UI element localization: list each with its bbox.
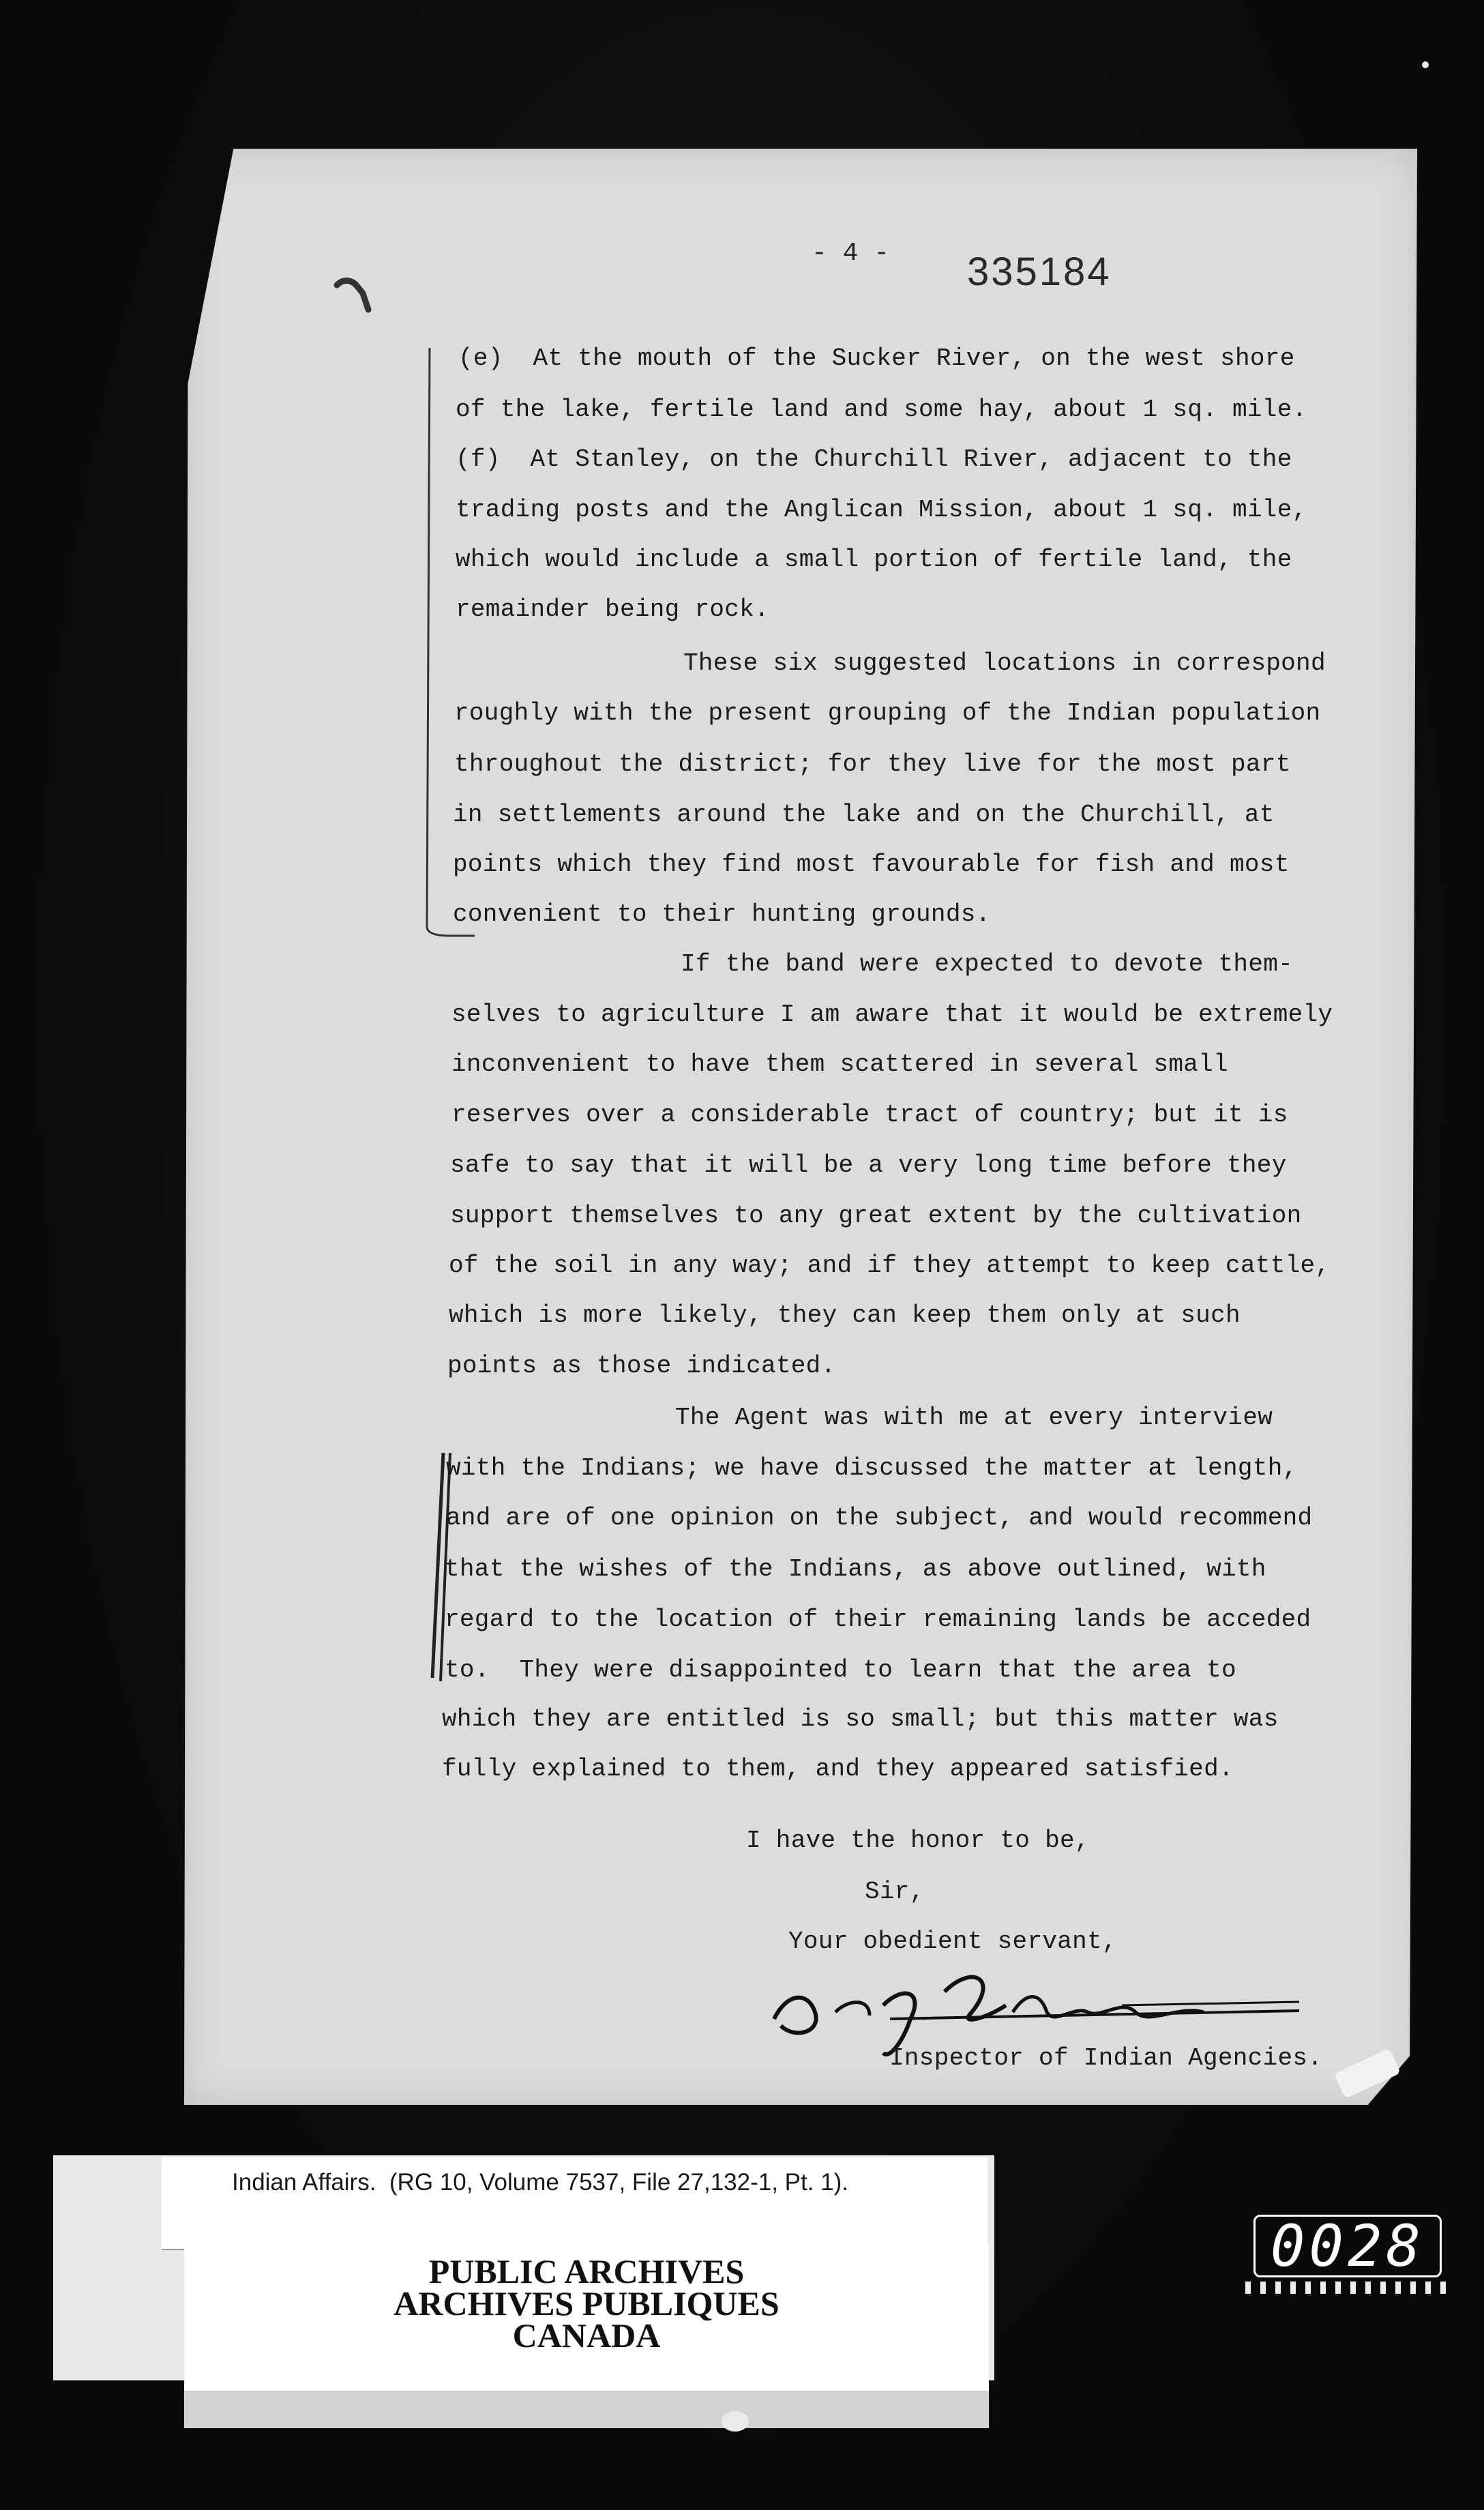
body-line: reserves over a considerable tract of country; but it is [451, 1101, 1288, 1129]
closing-line: Sir, [865, 1878, 925, 1906]
archive-label-footer [184, 2391, 989, 2428]
body-line: safe to say that it will be a very long time before they [450, 1151, 1287, 1179]
signatory-title: Inspector of Indian Agencies. [889, 2044, 1323, 2072]
body-line: convenient to their hunting grounds. [453, 900, 991, 928]
body-line: that the wishes of the Indians, as above outlined, with [445, 1555, 1266, 1583]
archive-country: CANADA [512, 2316, 661, 2354]
body-line: trading posts and the Anglican Mission, about 1 sq. mile, [456, 496, 1307, 524]
body-line: regard to the location of their remaining lands be acceded [445, 1606, 1311, 1634]
closing-line: Your obedient servant, [788, 1928, 1117, 1955]
film-speck [722, 2411, 749, 2432]
archive-source-reference: Indian Affairs. (RG 10, Volume 7537, File 27,132-1, Pt. 1). [232, 2169, 849, 2196]
body-line: (f) At Stanley, on the Churchill River, adjacent to the [456, 445, 1292, 473]
body-line: which would include a small portion of fertile land, the [456, 546, 1292, 574]
body-line: The Agent was with me at every interview [675, 1404, 1273, 1432]
body-line: These six suggested locations in correspond [683, 649, 1326, 677]
body-line: support themselves to any great extent by the cultivation [450, 1202, 1302, 1230]
body-line: selves to agriculture I am aware that it would be extremely [451, 1001, 1333, 1029]
body-line: throughout the district; for they live for the most part [454, 750, 1291, 778]
body-line: fully explained to them, and they appeared satisfied. [442, 1755, 1234, 1783]
body-line: of the lake, fertile land and some hay, about 1 sq. mile. [456, 396, 1307, 424]
body-line: roughly with the present grouping of the Indian population [454, 699, 1321, 727]
archive-name-english: PUBLIC ARCHIVES [428, 2252, 745, 2290]
body-line: (e) At the mouth of the Sucker River, on the west shore [458, 344, 1295, 372]
film-sprocket-strip [1245, 2282, 1450, 2294]
microfilm-frame-number: 0028 [1253, 2215, 1442, 2277]
body-line: of the soil in any way; and if they attempt to keep cattle, [449, 1252, 1331, 1280]
closing-line: I have the honor to be, [746, 1827, 1090, 1855]
film-speck [1422, 61, 1429, 68]
body-line: which they are entitled is so small; but this matter was [442, 1705, 1279, 1733]
body-line: inconvenient to have them scattered in several small [451, 1050, 1228, 1078]
archive-name-french: ARCHIVES PUBLIQUES [394, 2284, 780, 2322]
body-line: to. They were disappointed to learn that the area to [445, 1656, 1236, 1684]
body-line: points as those indicated. [447, 1352, 836, 1380]
page-number: - 4 - [812, 239, 890, 268]
body-line: If the band were expected to devote them- [681, 950, 1294, 978]
body-line: points which they find most favourable for fish and most [453, 851, 1290, 878]
document-number: 335184 [967, 250, 1112, 294]
body-line: in settlements around the lake and on the Churchill, at [453, 801, 1275, 829]
body-line: with the Indians; we have discussed the matter at length, [446, 1454, 1298, 1482]
pencil-tick-mark [333, 273, 381, 314]
body-line: which is more likely, they can keep them only at such [449, 1301, 1241, 1329]
body-line: remainder being rock. [456, 595, 769, 623]
body-line: and are of one opinion on the subject, and would recommend [446, 1504, 1313, 1532]
